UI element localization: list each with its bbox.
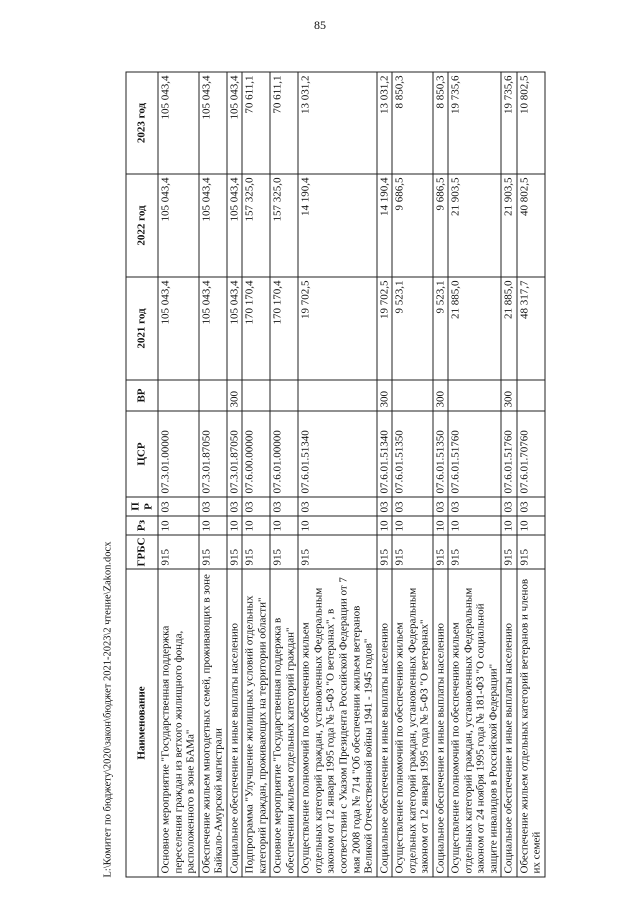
cell-pr: 03 xyxy=(392,497,433,516)
column-header: ЦСР xyxy=(126,411,158,497)
table-row xyxy=(242,72,270,877)
cell-pr: 03 xyxy=(242,497,270,516)
cell-csr: 07.6.00.00000 xyxy=(242,411,270,497)
cell-name: Обеспечение жильем отдельных категорий ветеранов и членов их семей xyxy=(516,569,544,877)
cell-name: Социальное обеспечение и иные выплаты населению xyxy=(501,569,517,877)
cell-csr: 07.6.01.70760 xyxy=(516,411,544,497)
column-header: Наименование xyxy=(126,569,158,877)
cell-name: Социальное обеспечение и иные выплаты населению xyxy=(376,569,392,877)
cell-vr: 300 xyxy=(376,380,392,411)
cell-vr xyxy=(392,380,433,411)
cell-2021: 48 317,7 xyxy=(516,277,544,380)
cell-2023: 105 043,4 xyxy=(198,72,226,174)
cell-csr: 07.3.01.87050 xyxy=(198,411,226,497)
cell-2022: 157 325,0 xyxy=(270,174,298,277)
cell-vr: 300 xyxy=(226,380,242,411)
cell-2023: 8 850,3 xyxy=(392,72,433,174)
table-row xyxy=(448,72,501,877)
cell-name: Подпрограмма "Улучшение жилищных условий отдельных категорий граждан, проживающих на территории области" xyxy=(242,569,270,877)
cell-csr: 07.6.01.51340 xyxy=(298,411,376,497)
column-header: ВР xyxy=(126,380,158,411)
cell-2021: 21 885,0 xyxy=(501,277,517,380)
table-row xyxy=(270,72,298,877)
cell-rz: 10 xyxy=(242,516,270,535)
cell-vr xyxy=(242,380,270,411)
cell-vr xyxy=(516,380,544,411)
cell-rz: 10 xyxy=(158,516,199,535)
cell-vr xyxy=(448,380,501,411)
footer-file-path: L:\Комитет по бюджету\2020\закон\бюджет 2021-2023\2 чтение\Zakon.docx xyxy=(102,541,113,878)
cell-2022: 9 686,5 xyxy=(432,174,448,277)
cell-rz: 10 xyxy=(432,516,448,535)
column-header: ПР xyxy=(126,497,158,516)
cell-2021: 9 523,1 xyxy=(432,277,448,380)
table-row xyxy=(298,72,376,877)
table-row xyxy=(501,72,517,877)
table-row xyxy=(432,72,448,877)
cell-grbs: 915 xyxy=(432,535,448,569)
cell-2022: 40 802,5 xyxy=(516,174,544,277)
cell-2022: 14 190,4 xyxy=(298,174,376,277)
cell-2021: 105 043,4 xyxy=(158,277,199,380)
cell-pr: 03 xyxy=(158,497,199,516)
cell-vr xyxy=(298,380,376,411)
column-header: 2023 год xyxy=(126,72,158,174)
cell-2022: 105 043,4 xyxy=(158,174,199,277)
cell-rz: 10 xyxy=(198,516,226,535)
cell-name: Основное мероприятие "Государственная поддержка в обеспечении жильем отдельных категорий граждан" xyxy=(270,569,298,877)
cell-grbs: 915 xyxy=(158,535,199,569)
cell-csr: 07.6.01.51350 xyxy=(432,411,448,497)
cell-2021: 9 523,1 xyxy=(392,277,433,380)
table-row xyxy=(376,72,392,877)
cell-grbs: 915 xyxy=(242,535,270,569)
cell-name: Осуществление полномочий по обеспечению жильем отдельных категорий граждан, установленных Федеральным законом от 12 января 1995 года № 5-ФЗ "О ветеранах" xyxy=(392,569,433,877)
column-header: 2022 год xyxy=(126,174,158,277)
cell-pr: 03 xyxy=(198,497,226,516)
cell-2021: 19 702,5 xyxy=(376,277,392,380)
cell-2021: 105 043,4 xyxy=(226,277,242,380)
cell-pr: 03 xyxy=(448,497,501,516)
cell-name: Основное мероприятие "Государственная поддержка переселения граждан из ветхого жилищного фонда, расположенного в зоне БАМа" xyxy=(158,569,199,877)
cell-2021: 170 170,4 xyxy=(242,277,270,380)
column-header: ГРБС xyxy=(126,535,158,569)
cell-grbs: 915 xyxy=(270,535,298,569)
cell-csr: 07.6.01.51340 xyxy=(376,411,392,497)
cell-2023: 10 802,5 xyxy=(516,72,544,174)
cell-grbs: 915 xyxy=(198,535,226,569)
cell-2023: 8 850,3 xyxy=(432,72,448,174)
cell-pr: 03 xyxy=(376,497,392,516)
cell-name: Обеспечение жильем многодетных семей, проживающих в зоне Байкало-Амурской магистрали xyxy=(198,569,226,877)
cell-2022: 21 903,5 xyxy=(448,174,501,277)
table-row xyxy=(158,72,199,877)
cell-rz: 10 xyxy=(448,516,501,535)
cell-grbs: 915 xyxy=(376,535,392,569)
cell-name: Социальное обеспечение и иные выплаты населению xyxy=(226,569,242,877)
cell-2021: 170 170,4 xyxy=(270,277,298,380)
cell-2023: 70 611,1 xyxy=(270,72,298,174)
cell-csr: 07.3.01.87050 xyxy=(226,411,242,497)
cell-pr: 03 xyxy=(298,497,376,516)
cell-vr xyxy=(270,380,298,411)
cell-csr: 07.6.01.51760 xyxy=(501,411,517,497)
table-row xyxy=(516,72,544,877)
cell-2022: 157 325,0 xyxy=(242,174,270,277)
cell-grbs: 915 xyxy=(298,535,376,569)
cell-vr xyxy=(198,380,226,411)
cell-rz: 10 xyxy=(270,516,298,535)
cell-name: Осуществление полномочий по обеспечению жильем отдельных категорий граждан, установленных Федеральным законом от 24 ноября 1995 года № 181-ФЗ "О социальной защите инвалидов в Российской Федерации" xyxy=(448,569,501,877)
cell-pr: 03 xyxy=(270,497,298,516)
cell-rz: 10 xyxy=(516,516,544,535)
cell-rz: 10 xyxy=(226,516,242,535)
cell-2023: 105 043,4 xyxy=(158,72,199,174)
table-row xyxy=(392,72,433,877)
cell-2023: 13 031,2 xyxy=(376,72,392,174)
cell-2022: 21 903,5 xyxy=(501,174,517,277)
cell-2023: 105 043,4 xyxy=(226,72,242,174)
page-number: 85 xyxy=(314,18,326,32)
cell-rz: 10 xyxy=(298,516,376,535)
cell-pr: 03 xyxy=(432,497,448,516)
cell-2023: 19 735,6 xyxy=(501,72,517,174)
cell-pr: 03 xyxy=(501,497,517,516)
cell-grbs: 915 xyxy=(501,535,517,569)
cell-grbs: 915 xyxy=(516,535,544,569)
cell-name: Социальное обеспечение и иные выплаты населению xyxy=(432,569,448,877)
rotated-table-section xyxy=(98,73,550,878)
cell-2023: 70 611,1 xyxy=(242,72,270,174)
cell-2023: 19 735,6 xyxy=(448,72,501,174)
cell-2021: 19 702,5 xyxy=(298,277,376,380)
cell-rz: 10 xyxy=(501,516,517,535)
cell-2022: 9 686,5 xyxy=(392,174,433,277)
cell-vr: 300 xyxy=(432,380,448,411)
cell-csr: 07.6.01.00000 xyxy=(270,411,298,497)
cell-csr: 07.3.01.00000 xyxy=(158,411,199,497)
cell-2022: 14 190,4 xyxy=(376,174,392,277)
cell-grbs: 915 xyxy=(226,535,242,569)
cell-2021: 105 043,4 xyxy=(198,277,226,380)
cell-pr: 03 xyxy=(516,497,544,516)
cell-2021: 21 885,0 xyxy=(448,277,501,380)
cell-2022: 105 043,4 xyxy=(198,174,226,277)
cell-pr: 03 xyxy=(226,497,242,516)
column-header: Рз xyxy=(126,516,158,535)
cell-grbs: 915 xyxy=(392,535,433,569)
cell-name: Осуществление полномочий по обеспечению жильем отдельных категорий граждан, установленных Федеральным законом от 12 января 1995 года № 5-ФЗ "О ветеранах", в соответствии с Указом Президента Российской Федерации от 7 мая 2008 года № 714 "Об обеспечении жильем ветеранов Великой Отечественной войны 1941 - 1945 годов" xyxy=(298,569,376,877)
cell-grbs: 915 xyxy=(448,535,501,569)
cell-rz: 10 xyxy=(392,516,433,535)
cell-rz: 10 xyxy=(376,516,392,535)
cell-csr: 07.6.01.51350 xyxy=(392,411,433,497)
table-header-row xyxy=(126,72,158,877)
cell-2022: 105 043,4 xyxy=(226,174,242,277)
cell-vr xyxy=(158,380,199,411)
cell-vr: 300 xyxy=(501,380,517,411)
cell-2023: 13 031,2 xyxy=(298,72,376,174)
budget-table xyxy=(125,72,545,878)
cell-csr: 07.6.01.51760 xyxy=(448,411,501,497)
column-header: 2021 год xyxy=(126,277,158,380)
table-row xyxy=(226,72,242,877)
table-row xyxy=(198,72,226,877)
